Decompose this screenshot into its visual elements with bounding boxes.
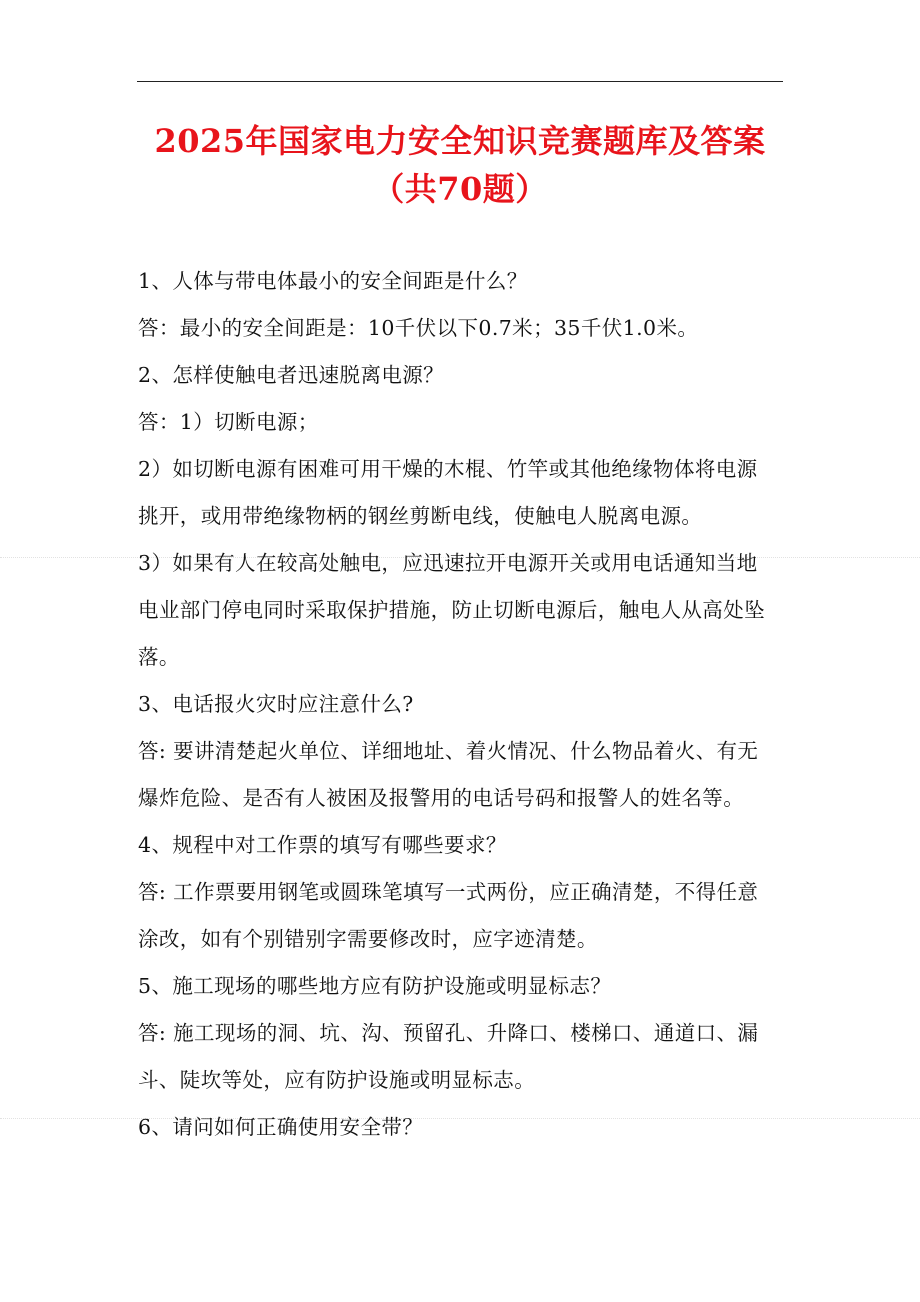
answer-2-step-1: 答：1）切断电源； xyxy=(138,410,319,434)
answer-5-cont: 斗、陡坎等处，应有防护设施或明显标志。 xyxy=(138,1068,536,1092)
question-5: 5、施工现场的哪些地方应有防护设施或明显标志？ xyxy=(138,974,612,998)
answer-2-step-3-end: 落。 xyxy=(138,645,180,669)
document-body xyxy=(138,258,786,1151)
document-subtitle: （共70题） xyxy=(372,170,548,208)
answer-1: 答：最小的安全间距是：10千伏以下0.7米；35千伏1.0米。 xyxy=(138,316,699,340)
question-2: 2、怎样使触电者迅速脱离电源？ xyxy=(138,363,445,387)
question-3: 3、电话报火灾时应注意什么? xyxy=(138,692,414,716)
question-6: 6、请问如何正确使用安全带？ xyxy=(138,1115,424,1139)
answer-4-cont: 涂改，如有个别错别字需要修改时，应字迹清楚。 xyxy=(138,927,598,951)
answer-2-step-3: 3）如果有人在较高处触电，应迅速拉开电源开关或用电话通知当地 xyxy=(138,551,758,575)
answer-3: 答: 要讲清楚起火单位、详细地址、着火情况、什么物品着火、有无 xyxy=(138,739,759,763)
answer-2-step-2-cont: 挑开，或用带绝缘物柄的钢丝剪断电线，使触电人脱离电源。 xyxy=(138,504,703,528)
answer-3-cont: 爆炸危险、是否有人被困及报警用的电话号码和报警人的姓名等。 xyxy=(138,786,745,810)
answer-2-step-2: 2）如切断电源有困难可用干燥的木棍、竹竿或其他绝缘物体将电源 xyxy=(138,457,758,481)
question-4: 4、规程中对工作票的填写有哪些要求？ xyxy=(138,833,507,857)
answer-4: 答: 工作票要用钢笔或圆珠笔填写一式两份，应正确清楚，不得任意 xyxy=(138,880,759,904)
document-title: 2025年国家电力安全知识竞赛题库及答案 xyxy=(154,122,766,160)
question-1: 1、人体与带电体最小的安全间距是什么？ xyxy=(138,269,528,293)
answer-5: 答: 施工现场的洞、坑、沟、预留孔、升降口、楼梯口、通道口、漏 xyxy=(138,1021,759,1045)
answer-2-step-3-cont: 电业部门停电同时采取保护措施，防止切断电源后，触电人从高处坠 xyxy=(138,598,765,622)
header-rule xyxy=(137,81,783,82)
